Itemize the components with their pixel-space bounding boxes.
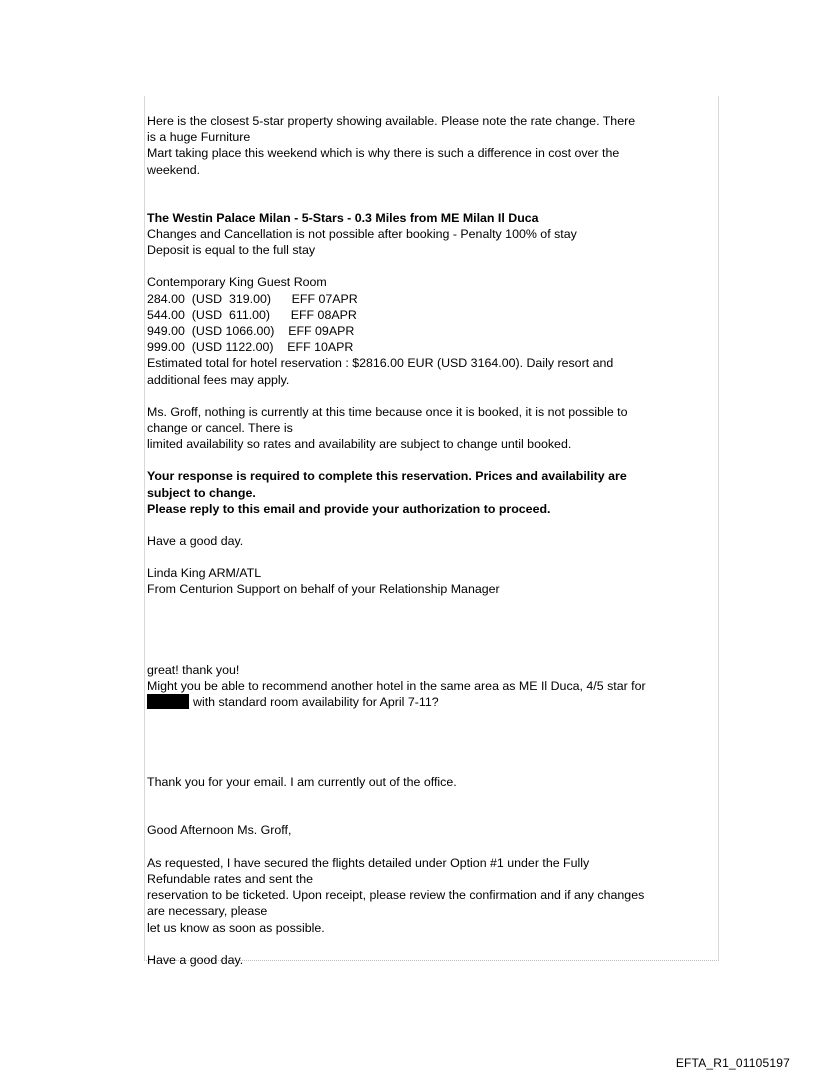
intro-line: is a huge Furniture xyxy=(147,130,251,145)
total-line: Estimated total for hotel reservation : $2816.00 EUR (USD 3164.00). Daily resort and xyxy=(147,356,614,371)
intro-line: weekend. xyxy=(147,162,201,177)
email-body xyxy=(147,113,717,968)
action-line: Your response is required to complete this reservation. Prices and availability are xyxy=(147,469,627,484)
flights-paragraph xyxy=(147,855,717,936)
signoff-greeting xyxy=(147,533,717,549)
flights-line: let us know as soon as possible. xyxy=(147,920,325,935)
reply-line xyxy=(147,694,717,710)
rate-line: 284.00 (USD 319.00) EFF 07APR xyxy=(147,291,358,306)
note-line: change or cancel. There is xyxy=(147,421,293,436)
out-of-office-message xyxy=(147,774,717,790)
intro-paragraph xyxy=(147,113,717,178)
reply-paragraph xyxy=(147,662,717,711)
intro-line: Here is the closest 5-star property showing available. Please note the rate change. There xyxy=(147,114,636,128)
action-line: subject to change. xyxy=(147,485,256,500)
signature xyxy=(147,565,717,597)
flights-salutation xyxy=(147,822,717,838)
closing-line: Have a good day. xyxy=(147,952,244,967)
reply-line: great! thank you! xyxy=(147,662,240,677)
salutation-line: Good Afternoon Ms. Groff, xyxy=(147,823,292,838)
out-of-office-line: Thank you for your email. I am currently out of the office. xyxy=(147,775,457,790)
note-paragraph xyxy=(147,404,717,453)
hotel-section xyxy=(147,210,717,259)
action-line: Please reply to this email and provide your authorization to proceed. xyxy=(147,501,551,516)
flights-line: are necessary, please xyxy=(147,904,268,919)
rate-line: 544.00 (USD 611.00) EFF 08APR xyxy=(147,307,357,322)
signature-name: Linda King ARM/ATL xyxy=(147,566,262,581)
intro-line: Mart taking place this weekend which is why there is such a difference in cost over the xyxy=(147,146,620,161)
total-line: additional fees may apply. xyxy=(147,372,290,387)
document-id: EFTA_R1_01105197 xyxy=(675,1056,790,1070)
action-paragraph xyxy=(147,468,717,517)
note-line: Ms. Groff, nothing is currently at this time because once it is booked, it is not possible to xyxy=(147,404,628,419)
hotel-policy: Deposit is equal to the full stay xyxy=(147,243,316,258)
reply-line: Might you be able to recommend another hotel in the same area as ME Il Duca, 4/5 star for xyxy=(147,678,646,693)
flights-line: As requested, I have secured the flights detailed under Option #1 under the Fully xyxy=(147,855,590,870)
flights-line: Refundable rates and sent the xyxy=(147,871,314,886)
hotel-policy: Changes and Cancellation is not possible after booking - Penalty 100% of stay xyxy=(147,227,577,242)
hotel-heading: The Westin Palace Milan - 5-Stars - 0.3 Miles from ME Milan Il Duca xyxy=(147,210,539,225)
redaction-block xyxy=(147,694,189,709)
greeting-line: Have a good day. xyxy=(147,534,244,549)
flights-closing xyxy=(147,952,717,968)
note-line: limited availability so rates and availability are subject to change until booked. xyxy=(147,437,572,452)
reply-line-text: with standard room availability for April 7-11? xyxy=(193,695,439,710)
rate-line: 999.00 (USD 1122.00) EFF 10APR xyxy=(147,340,354,355)
room-type: Contemporary King Guest Room xyxy=(147,275,327,290)
rate-line: 949.00 (USD 1066.00) EFF 09APR xyxy=(147,324,355,339)
rate-section xyxy=(147,274,717,387)
flights-line: reservation to be ticketed. Upon receipt, please review the confirmation and if any changes xyxy=(147,888,645,903)
signature-from: From Centurion Support on behalf of your Relationship Manager xyxy=(147,582,500,597)
